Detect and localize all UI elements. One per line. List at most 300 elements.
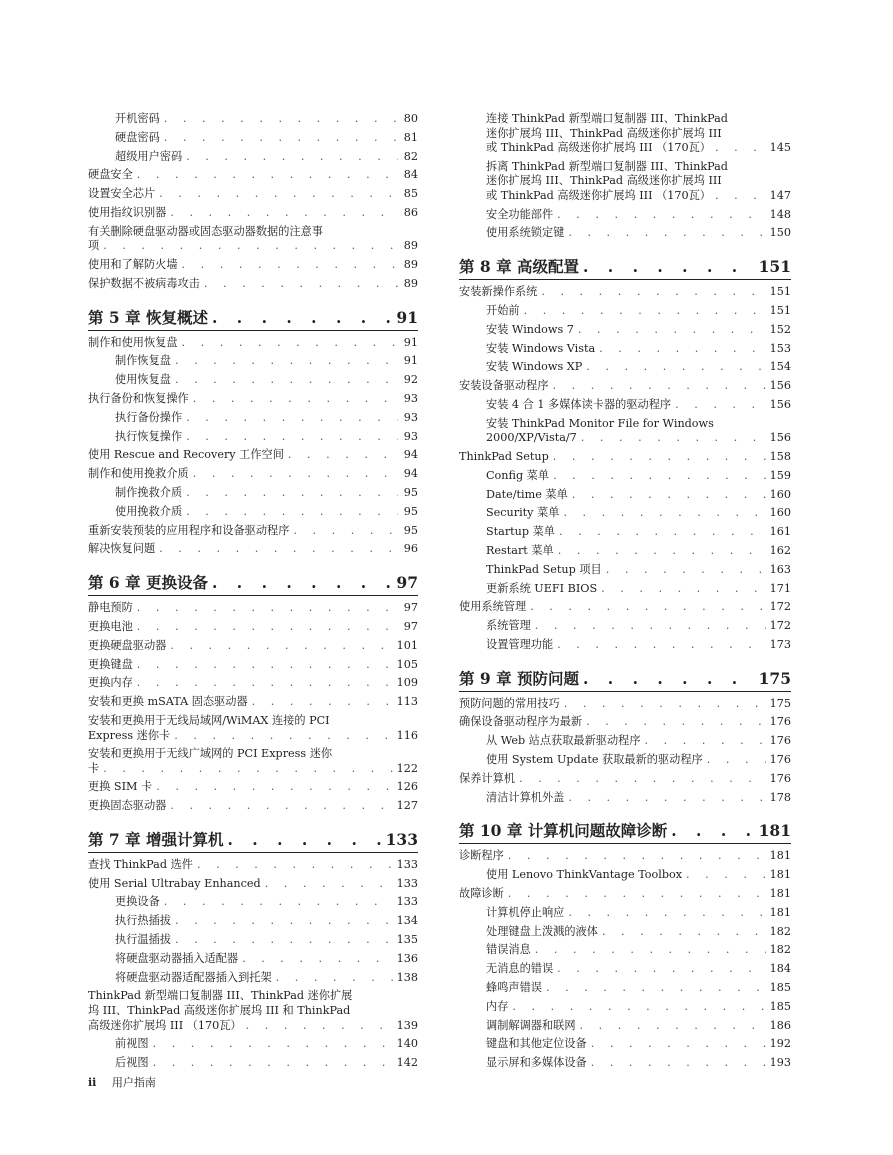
toc-entry[interactable] bbox=[459, 751, 791, 770]
dot-leader bbox=[553, 467, 766, 486]
chapter-title: 第 10 章 计算机问题故障诊断 bbox=[459, 821, 668, 841]
toc-entry[interactable] bbox=[459, 998, 791, 1017]
toc-entry-title: 硬盘密码 bbox=[115, 130, 160, 144]
toc-entry[interactable] bbox=[459, 377, 791, 396]
toc-entry[interactable] bbox=[459, 1054, 791, 1073]
toc-entry[interactable] bbox=[88, 674, 418, 693]
toc-entry[interactable] bbox=[88, 1054, 418, 1073]
toc-entry-title: 键盘和其他定位设备 bbox=[486, 1037, 587, 1051]
toc-entry-title: 制作和使用恢复盘 bbox=[88, 335, 178, 349]
toc-page-number: 139 bbox=[396, 1018, 418, 1032]
toc-entry-title: 执行备份操作 bbox=[115, 410, 183, 424]
dot-leader bbox=[546, 979, 766, 998]
toc-entry[interactable] bbox=[459, 358, 791, 377]
toc-entry-title: 处理键盘上泼溅的液体 bbox=[486, 924, 598, 938]
dot-leader bbox=[186, 409, 398, 428]
toc-page-number: 151 bbox=[769, 303, 791, 317]
toc-entry[interactable] bbox=[459, 904, 791, 923]
toc-entry[interactable] bbox=[88, 446, 418, 465]
toc-page-number: 89 bbox=[403, 239, 418, 253]
toc-entry-title: 无消息的错误 bbox=[486, 962, 554, 976]
toc-entry-title-line: 有关删除硬盘驱动器或固态驱动器数据的注意事 bbox=[88, 224, 323, 238]
toc-entry-title: Startup 菜单 bbox=[486, 525, 555, 539]
toc-entry-title: 确保设备驱动程序为最新 bbox=[459, 715, 583, 729]
dot-leader bbox=[186, 503, 398, 522]
toc-entry-title: 设置安全芯片 bbox=[88, 187, 156, 201]
toc-entry[interactable] bbox=[88, 969, 418, 988]
toc-entry-title: 安装设备驱动程序 bbox=[459, 379, 549, 393]
toc-entry[interactable] bbox=[459, 340, 791, 359]
dot-leader bbox=[103, 762, 392, 777]
toc-page-number: 126 bbox=[396, 780, 418, 794]
toc-entry-title: 查找 ThinkPad 选件 bbox=[88, 857, 193, 871]
toc-entry[interactable] bbox=[88, 637, 418, 656]
toc-entry-title: 计算机停止响应 bbox=[486, 905, 565, 919]
dot-leader bbox=[137, 618, 398, 637]
toc-entry[interactable] bbox=[459, 486, 791, 505]
dot-leader bbox=[174, 729, 392, 744]
toc-entry[interactable] bbox=[459, 448, 791, 467]
toc-entry-title: 使用 System Update 获取最新的驱动程序 bbox=[486, 753, 703, 767]
toc-entry[interactable] bbox=[459, 1017, 791, 1036]
toc-entry-title: 故障诊断 bbox=[459, 887, 504, 901]
toc-entry[interactable] bbox=[459, 504, 791, 523]
toc-entry[interactable] bbox=[459, 598, 791, 617]
toc-entry[interactable] bbox=[459, 542, 791, 561]
toc-entry-title: 制作恢复盘 bbox=[115, 354, 171, 368]
toc-entry-title: 静电预防 bbox=[88, 601, 133, 615]
toc-page-number: 181 bbox=[769, 849, 791, 863]
toc-entry[interactable] bbox=[459, 941, 791, 960]
toc-page-number: 140 bbox=[396, 1037, 418, 1051]
toc-page-number: 151 bbox=[758, 257, 791, 277]
toc-entry-title-line: 迷你扩展坞 III、ThinkPad 高级迷你扩展坞 III bbox=[486, 174, 722, 188]
toc-entry[interactable] bbox=[88, 522, 418, 541]
dot-leader bbox=[246, 1019, 393, 1034]
toc-entry-title: 更换键盘 bbox=[88, 657, 133, 671]
dot-leader bbox=[541, 283, 765, 302]
toc-entry[interactable] bbox=[88, 693, 418, 712]
dot-leader bbox=[137, 166, 398, 185]
toc-entry[interactable] bbox=[88, 334, 418, 353]
toc-chapter-entry[interactable] bbox=[459, 821, 791, 844]
toc-chapter-entry[interactable] bbox=[459, 257, 791, 280]
toc-entry[interactable] bbox=[88, 893, 418, 912]
toc-entry-title: 更换设备 bbox=[115, 895, 160, 909]
dot-leader bbox=[568, 224, 765, 243]
dot-leader bbox=[175, 931, 393, 950]
dot-leader bbox=[572, 486, 766, 505]
toc-page-number: 151 bbox=[769, 285, 791, 299]
toc-page-number: 95 bbox=[403, 504, 418, 518]
toc-chapter-entry[interactable] bbox=[88, 573, 418, 596]
toc-page-number: 193 bbox=[769, 1056, 791, 1070]
toc-page-number: 163 bbox=[769, 562, 791, 576]
dot-leader bbox=[568, 789, 765, 808]
toc-entry-title: 安装 Windows 7 bbox=[486, 322, 574, 336]
toc-entry[interactable] bbox=[459, 321, 791, 340]
toc-entry[interactable] bbox=[459, 732, 791, 751]
toc-entry-title-line: 或 ThinkPad 高级迷你扩展坞 III （170瓦） bbox=[486, 141, 711, 155]
toc-entry[interactable] bbox=[459, 158, 791, 206]
chapter-title: 第 8 章 高级配置 bbox=[459, 257, 579, 277]
toc-chapter-entry[interactable] bbox=[88, 308, 418, 331]
dot-leader bbox=[212, 573, 392, 593]
toc-entry[interactable] bbox=[88, 745, 418, 778]
dot-leader bbox=[535, 941, 766, 960]
toc-entry-title: 使用系统锁定键 bbox=[486, 226, 565, 240]
toc-page-number: 97 bbox=[396, 573, 418, 593]
toc-page-number: 93 bbox=[403, 410, 418, 424]
dot-leader bbox=[170, 204, 398, 223]
toc-entry[interactable] bbox=[459, 866, 791, 885]
toc-page-number: 135 bbox=[396, 933, 418, 947]
toc-entry[interactable] bbox=[88, 656, 418, 675]
dot-leader bbox=[568, 904, 765, 923]
toc-chapter-entry[interactable] bbox=[88, 830, 418, 853]
toc-entry-title: 使用挽救介质 bbox=[115, 504, 183, 518]
toc-entry[interactable] bbox=[459, 580, 791, 599]
toc-page-number: 138 bbox=[396, 970, 418, 984]
dot-leader bbox=[186, 484, 398, 503]
toc-entry-title: ThinkPad Setup 项目 bbox=[486, 562, 602, 576]
dot-leader bbox=[606, 561, 766, 580]
toc-page-number: 89 bbox=[403, 276, 418, 290]
toc-page-number: 127 bbox=[396, 799, 418, 813]
dot-leader bbox=[156, 778, 392, 797]
dot-leader bbox=[599, 340, 765, 359]
dot-leader bbox=[715, 189, 766, 204]
toc-page-number: 152 bbox=[769, 322, 791, 336]
toc-entry-title: 重新安装预装的应用程序和设备驱动程序 bbox=[88, 523, 290, 537]
toc-entry-title-line: 安装和更换用于无线局域网/WiMAX 连接的 PCI bbox=[88, 713, 330, 727]
toc-page-number: 122 bbox=[396, 761, 418, 775]
toc-entry[interactable] bbox=[88, 503, 418, 522]
toc-entry[interactable] bbox=[88, 797, 418, 816]
toc-entry[interactable] bbox=[88, 223, 418, 256]
toc-page-number: 159 bbox=[769, 468, 791, 482]
toc-entry[interactable] bbox=[88, 166, 418, 185]
toc-left-column bbox=[88, 110, 418, 1073]
toc-entry[interactable] bbox=[88, 599, 418, 618]
toc-entry[interactable] bbox=[88, 465, 418, 484]
toc-entry[interactable] bbox=[459, 713, 791, 732]
toc-entry[interactable] bbox=[88, 148, 418, 167]
toc-page-number: 96 bbox=[403, 542, 418, 556]
toc-entry-title: 硬盘安全 bbox=[88, 168, 133, 182]
toc-entry[interactable] bbox=[88, 390, 418, 409]
dot-leader bbox=[591, 1035, 766, 1054]
toc-entry-title: 执行热插拔 bbox=[115, 914, 171, 928]
toc-entry[interactable] bbox=[88, 875, 418, 894]
toc-entry[interactable] bbox=[459, 206, 791, 225]
toc-page-number: 176 bbox=[769, 734, 791, 748]
toc-entry-title: 安全功能部件 bbox=[486, 207, 554, 221]
dot-leader bbox=[583, 257, 755, 277]
dot-leader bbox=[175, 912, 393, 931]
toc-entry[interactable] bbox=[88, 409, 418, 428]
toc-entry-title: ThinkPad Setup bbox=[459, 449, 549, 463]
toc-entry[interactable] bbox=[459, 523, 791, 542]
toc-entry[interactable] bbox=[459, 789, 791, 808]
toc-entry-title: 安装和更换 mSATA 固态驱动器 bbox=[88, 695, 248, 709]
toc-entry[interactable] bbox=[459, 923, 791, 942]
toc-page-number: 176 bbox=[769, 715, 791, 729]
dot-leader bbox=[557, 960, 766, 979]
toc-entry-title: Restart 菜单 bbox=[486, 543, 554, 557]
toc-page-number: 82 bbox=[403, 149, 418, 163]
toc-page-number: 182 bbox=[769, 924, 791, 938]
toc-page-number: 97 bbox=[403, 619, 418, 633]
dot-leader bbox=[197, 856, 393, 875]
toc-entry-title: 更换电池 bbox=[88, 619, 133, 633]
toc-page-number: 171 bbox=[769, 581, 791, 595]
dot-leader bbox=[164, 110, 398, 129]
toc-page-number: 186 bbox=[769, 1018, 791, 1032]
toc-entry-title: 错误消息 bbox=[486, 943, 531, 957]
toc-entry-title-line: 迷你扩展坞 III、ThinkPad 高级迷你扩展坞 III bbox=[486, 126, 722, 140]
toc-page-number: 133 bbox=[396, 895, 418, 909]
chapter-title: 第 5 章 恢复概述 bbox=[88, 307, 208, 327]
toc-entry-title: 显示屏和多媒体设备 bbox=[486, 1056, 587, 1070]
toc-page-number: 92 bbox=[403, 373, 418, 387]
toc-entry[interactable] bbox=[88, 712, 418, 745]
toc-entry-title-line: ThinkPad 新型端口复制器 III、ThinkPad 迷你扩展 bbox=[88, 989, 353, 1003]
dot-leader bbox=[715, 141, 766, 156]
dot-leader bbox=[103, 239, 398, 254]
toc-entry-title: 安装新操作系统 bbox=[459, 285, 538, 299]
toc-page-number: 160 bbox=[769, 506, 791, 520]
toc-page-number: 113 bbox=[396, 695, 418, 709]
toc-entry-title-line: 2000/XP/Vista/7 bbox=[486, 431, 577, 445]
toc-entry[interactable] bbox=[459, 283, 791, 302]
dot-leader bbox=[186, 428, 398, 447]
toc-page-number: 85 bbox=[403, 187, 418, 201]
toc-entry[interactable] bbox=[459, 695, 791, 714]
toc-page-number: 81 bbox=[403, 130, 418, 144]
toc-entry-title: 更换 SIM 卡 bbox=[88, 780, 153, 794]
dot-leader bbox=[558, 542, 766, 561]
toc-entry[interactable] bbox=[88, 275, 418, 294]
dot-leader bbox=[159, 540, 398, 559]
toc-entry-title: 从 Web 站点获取最新驱动程序 bbox=[486, 734, 641, 748]
dot-leader bbox=[601, 580, 766, 599]
toc-page-number: 80 bbox=[403, 112, 418, 125]
toc-page-number: 94 bbox=[403, 448, 418, 462]
dot-leader bbox=[293, 522, 398, 541]
toc-entry[interactable] bbox=[88, 428, 418, 447]
toc-entry[interactable] bbox=[459, 770, 791, 789]
toc-page-number: 173 bbox=[769, 637, 791, 651]
toc-entry-title-line: 安装和更换用于无线广域网的 PCI Express 迷你 bbox=[88, 747, 333, 761]
toc-entry[interactable] bbox=[88, 256, 418, 275]
toc-entry[interactable] bbox=[88, 856, 418, 875]
toc-entry[interactable] bbox=[88, 987, 418, 1035]
toc-entry-title: 执行备份和恢复操作 bbox=[88, 391, 189, 405]
toc-page-number: 136 bbox=[396, 951, 418, 965]
dot-leader bbox=[530, 598, 766, 617]
toc-entry[interactable] bbox=[459, 1035, 791, 1054]
dot-leader bbox=[707, 751, 766, 770]
toc-page-number: 91 bbox=[403, 335, 418, 349]
toc-entry-title: 制作和使用挽救介质 bbox=[88, 467, 189, 481]
dot-leader bbox=[137, 599, 398, 618]
chapter-title: 第 7 章 增强计算机 bbox=[88, 829, 224, 849]
toc-page-number: 94 bbox=[403, 467, 418, 481]
toc-entry-title: 执行恢复操作 bbox=[115, 429, 183, 443]
toc-entry-title: 将硬盘驱动器插入适配器 bbox=[115, 951, 239, 965]
dot-leader bbox=[591, 1054, 766, 1073]
toc-entry-title: 更新系统 UEFI BIOS bbox=[486, 581, 598, 595]
toc-entry[interactable] bbox=[459, 224, 791, 243]
toc-entry[interactable] bbox=[459, 960, 791, 979]
toc-page-number: 176 bbox=[769, 753, 791, 767]
toc-entry[interactable] bbox=[88, 484, 418, 503]
dot-leader bbox=[170, 637, 392, 656]
toc-entry[interactable] bbox=[459, 885, 791, 904]
toc-page-number: 156 bbox=[769, 379, 791, 393]
toc-entry[interactable] bbox=[459, 415, 791, 448]
toc-entry[interactable] bbox=[459, 847, 791, 866]
toc-page-number: 156 bbox=[769, 397, 791, 411]
toc-entry-title: 调制解调器和联网 bbox=[486, 1018, 576, 1032]
toc-entry-title: 安装 4 合 1 多媒体读卡器的驱动程序 bbox=[486, 397, 672, 411]
toc-entry[interactable] bbox=[459, 302, 791, 321]
dot-leader bbox=[164, 893, 393, 912]
toc-page-number: 101 bbox=[396, 638, 418, 652]
toc-page-number: 91 bbox=[403, 354, 418, 368]
toc-page-number: 185 bbox=[769, 981, 791, 995]
toc-page-number: 181 bbox=[769, 905, 791, 919]
toc-entry[interactable] bbox=[459, 110, 791, 158]
toc-entry[interactable] bbox=[459, 561, 791, 580]
toc-right-column bbox=[459, 110, 791, 1073]
dot-leader bbox=[564, 695, 766, 714]
toc-entry[interactable] bbox=[88, 540, 418, 559]
toc-entry-title-line: 或 ThinkPad 高级迷你扩展坞 III （170瓦） bbox=[486, 188, 711, 202]
toc-entry-title: 保养计算机 bbox=[459, 771, 515, 785]
dot-leader bbox=[182, 334, 398, 353]
dot-leader bbox=[563, 504, 765, 523]
dot-leader bbox=[186, 148, 398, 167]
toc-entry-title: 将硬盘驱动器适配器插入到托架 bbox=[115, 970, 272, 984]
toc-page-number: 84 bbox=[403, 168, 418, 182]
toc-entry-title: Security 菜单 bbox=[486, 506, 560, 520]
toc-page-number: 147 bbox=[769, 188, 791, 202]
page-footer bbox=[88, 1074, 156, 1090]
toc-page-number: 175 bbox=[769, 696, 791, 710]
toc-entry-title: 使用 Serial Ultrabay Enhanced bbox=[88, 876, 261, 890]
dot-leader bbox=[193, 465, 398, 484]
toc-entry-title: 蜂鸣声错误 bbox=[486, 981, 542, 995]
toc-entry[interactable] bbox=[459, 396, 791, 415]
toc-page-number: 178 bbox=[769, 790, 791, 804]
toc-entry[interactable] bbox=[88, 352, 418, 371]
toc-entry-title: 后视图 bbox=[115, 1056, 149, 1070]
dot-leader bbox=[137, 674, 393, 693]
toc-entry[interactable] bbox=[88, 371, 418, 390]
toc-page-number: 184 bbox=[769, 962, 791, 976]
dot-leader bbox=[159, 185, 398, 204]
dot-leader bbox=[586, 358, 765, 377]
toc-entry[interactable] bbox=[88, 931, 418, 950]
dot-leader bbox=[581, 431, 766, 446]
toc-entry[interactable] bbox=[459, 467, 791, 486]
toc-page-number: 172 bbox=[769, 619, 791, 633]
toc-entry[interactable] bbox=[88, 1035, 418, 1054]
dot-leader bbox=[175, 352, 398, 371]
toc-entry[interactable] bbox=[459, 636, 791, 655]
toc-page-number: 172 bbox=[769, 600, 791, 614]
toc-page-number: 86 bbox=[403, 205, 418, 219]
toc-entry[interactable] bbox=[88, 912, 418, 931]
toc-page-number: 158 bbox=[769, 449, 791, 463]
toc-entry[interactable] bbox=[88, 778, 418, 797]
toc-entry[interactable] bbox=[88, 185, 418, 204]
dot-leader bbox=[288, 446, 398, 465]
toc-entry[interactable] bbox=[88, 129, 418, 148]
toc-entry[interactable] bbox=[88, 950, 418, 969]
dot-leader bbox=[252, 693, 393, 712]
toc-entry[interactable] bbox=[88, 110, 418, 129]
dot-leader bbox=[524, 302, 766, 321]
toc-entry-title: 使用恢复盘 bbox=[115, 373, 171, 387]
toc-page-number: 156 bbox=[769, 431, 791, 445]
toc-entry-title: 解决恢复问题 bbox=[88, 542, 156, 556]
toc-entry[interactable] bbox=[459, 617, 791, 636]
toc-entry[interactable] bbox=[88, 204, 418, 223]
toc-entry-title: 使用指纹识别器 bbox=[88, 205, 167, 219]
toc-page-number: 116 bbox=[396, 728, 418, 742]
toc-entry-title: 安装 Windows XP bbox=[486, 360, 583, 374]
footer-title: 用户指南 bbox=[111, 1076, 156, 1089]
toc-page-number: 181 bbox=[769, 868, 791, 882]
dot-leader bbox=[553, 448, 766, 467]
dot-leader bbox=[193, 390, 398, 409]
toc-page-number: 93 bbox=[403, 429, 418, 443]
toc-entry-title: 制作挽救介质 bbox=[115, 485, 183, 499]
toc-page-number: 133 bbox=[396, 857, 418, 871]
toc-entry[interactable] bbox=[459, 979, 791, 998]
toc-page-number: 153 bbox=[769, 341, 791, 355]
toc-entry-title: 执行温插拔 bbox=[115, 933, 171, 947]
toc-page-number: 175 bbox=[758, 668, 791, 688]
toc-page-number: 105 bbox=[396, 657, 418, 671]
toc-entry-title: 设置管理功能 bbox=[486, 637, 554, 651]
toc-chapter-entry[interactable] bbox=[459, 669, 791, 692]
dot-leader bbox=[519, 770, 766, 789]
dot-leader bbox=[645, 732, 766, 751]
toc-entry[interactable] bbox=[88, 618, 418, 637]
toc-page-number: 95 bbox=[403, 485, 418, 499]
toc-entry-title: 更换硬盘驱动器 bbox=[88, 638, 167, 652]
toc-page-number: 145 bbox=[769, 141, 791, 155]
toc-page-number: 181 bbox=[758, 821, 791, 841]
toc-entry-title: 更换固态驱动器 bbox=[88, 799, 167, 813]
toc-page-number: 154 bbox=[769, 360, 791, 374]
dot-leader bbox=[182, 256, 398, 275]
toc-page-number: 142 bbox=[396, 1056, 418, 1070]
dot-leader bbox=[583, 669, 755, 689]
toc-page-number: 95 bbox=[403, 523, 418, 537]
toc-page-number: 133 bbox=[396, 876, 418, 890]
dot-leader bbox=[557, 636, 766, 655]
toc-page-number: 97 bbox=[403, 601, 418, 615]
dot-leader bbox=[265, 875, 393, 894]
dot-leader bbox=[580, 1017, 766, 1036]
toc-entry-title-line: 安装 ThinkPad Monitor File for Windows bbox=[486, 416, 714, 430]
dot-leader bbox=[686, 866, 766, 885]
